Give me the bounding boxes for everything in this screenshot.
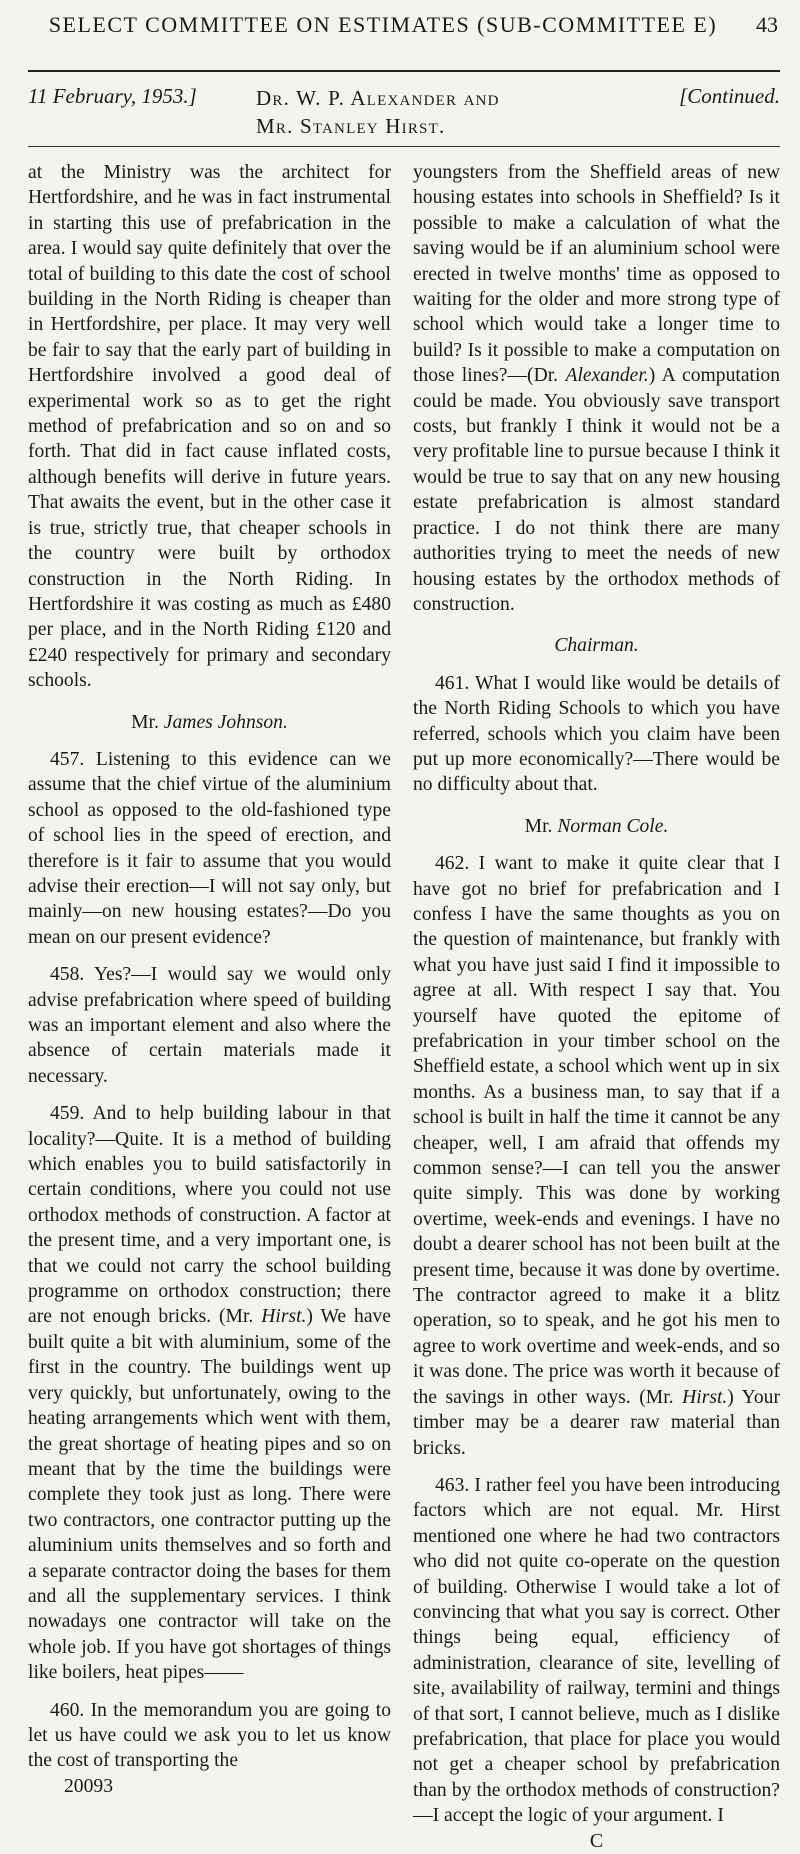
question-460: 460. In the memorandum you are going to let us have could we ask you to let us know the cost of transporting the	[28, 1699, 391, 1772]
speaker-title: Mr.	[524, 815, 553, 837]
speaker-title: Mr.	[131, 711, 159, 733]
question-459-part-b: ) We have built quite a bit with aluminium, some of the first in the country. The buildings went up very quickly, but unfortunately, owing to the heating arrangements which went with them, the great shortage of heating pipes and so on meant that by the time the buildings were complete they took just as long. There were two contractors, one contractor putting up the aluminium units themselves and so forth and a separate contractor doing the bases for them and all the supplementary services. I think nowadays one contractor will take on the whole job. If you have got shortages of things like boilers, heat pipes——	[28, 1306, 392, 1684]
speaker-heading-johnson	[28, 710, 391, 735]
witness-names	[256, 84, 596, 140]
print-code: 20093	[64, 1775, 113, 1797]
question-463: 463. I rather feel you have been introducing factors which are not equal. Mr. Hirst mentioned one where he had two contractors who did not quite co-operate on the question of building. Otherwise I would take a lot of convincing that what you say is correct. Other things being equal, efficiency of administration, clearance of site, levelling of site, availability of railway, termini and things of that sort, I cannot believe, much as I dislike prefabrication, that place for place you would not get a cheaper school by prefabrication than by the orthodox methods of construction?—I accept the logic of your argument. I	[413, 1474, 780, 1827]
speaker-heading-chairman: Chairman.	[554, 635, 639, 657]
signature-mark: C	[589, 1829, 604, 1852]
question-459-witness: Hirst.	[261, 1306, 307, 1328]
question-462-part-a: 462. I want to make it quite clear that I have got no brief for prefabrication and I confess I have the same thoughts as you on the question of maintenance, but frankly with what you have just said I find it impossible to agree at all. With respect I say that. You yourself have quoted the epitome of prefabrication in your timber school on the Sheffield estate, a school which went up in six months. As a business man, to say that if a school is built in half the time it cannot be any cheaper, well, I am afraid that offends my common sense?—I can tell you the answer quite simply. This was done by working overtime, week-ends and evenings. I have no doubt a dearer school has not been built at the present time, because it was done by overtime. The contractor agreed to make it a blitz operation, so to speak, and he got his men to agree to work overtime and week-ends, and so it was done. The price was worth it because of the savings in other ways. (Mr.	[413, 853, 780, 1408]
speaker-name: James Johnson.	[163, 711, 288, 733]
subheader-rule	[28, 146, 780, 147]
question-457: 457. Listening to this evidence can we assume that the chief virtue of the aluminium school as opposed to the old-fashioned type of school lies in the speed of erection, and therefore is it fair to assume that you would advise their erection—I will not say only, but mainly—on new housing estates?—Do you mean on our present evidence?	[28, 748, 391, 948]
question-462-part-b: ) Your timber may be a dearer raw material than bricks.	[413, 1386, 780, 1459]
question-459	[28, 1101, 391, 1685]
session-line	[28, 84, 780, 144]
continuation-witness: Alexander.	[565, 365, 649, 387]
continued-label: [Continued.	[679, 84, 780, 108]
page-number: 43	[756, 12, 778, 37]
question-458: 458. Yes?—I would say we would only advise prefabrication where speed of building was an important element and also where the absence of certain materials made it necessary.	[28, 964, 391, 1087]
continuation-part-a: youngsters from the Sheffield areas of new housing estates into schools in Sheffield? Is it possible to make a calculation of what the saving would be if an aluminium school were erected in twelve months' time as opposed to waiting for the older and more strong type of school which would take a longer time to build? Is it possible to make a computation on those lines?—(Dr.	[413, 162, 780, 387]
continuation-part-b: ) A computation could be made. You obviously save transport costs, but frankly I think it would not be a very profitable line to pursue because I think it would be true to say that on any new housing estate prefabrication is almost standard practice. I do not think there are many authorities trying to meet the needs of new housing estates by the orthodox methods of construction.	[413, 365, 780, 615]
question-461: 461. What I would like would be details of the North Riding Schools to which you have referred, schools which you claim have been put up more economically?—There would be no difficulty about that.	[413, 672, 780, 796]
paragraph-continuation: at the Ministry was the architect for Hertfordshire, and he was in fact instrumental in starting this use of prefabrication in the area. I would say quite definitely that over the total of building to this date the cost of school building in the North Riding is cheaper than in Hertfordshire, per place. It may very well be fair to say that the early part of building in Hertfordshire involved a good deal of experimental work so as to get the right method of prefabrication and so on and so forth. That did in fact cause inflated costs, although benefits will derive in future years. That awaits the event, but in the other case it is true, strictly true, that cheaper schools in the country were built by orthodox construction in the North Riding. In Hertfordshire it was costing as much as £480 per place, and in the North Riding £120 and £240 respectively for primary and secondary schools.	[28, 162, 391, 692]
speaker-heading-cole	[413, 814, 780, 839]
running-head	[28, 4, 778, 64]
right-column	[413, 160, 780, 1854]
witness-line-1: Dr. W. P. Alexander and	[256, 86, 500, 110]
paragraph-continuation-right	[413, 160, 780, 617]
left-column	[28, 160, 391, 1799]
question-462-witness: Hirst.	[682, 1386, 728, 1408]
running-title: SELECT COMMITTEE ON ESTIMATES (SUB-COMMITTEE E)	[48, 12, 718, 37]
session-date: 11 February, 1953.]	[28, 84, 197, 108]
witness-line-2: Mr. Stanley Hirst.	[256, 114, 446, 138]
question-462	[413, 851, 780, 1461]
header-rule	[28, 70, 780, 72]
speaker-name: Norman Cole.	[557, 815, 669, 837]
question-459-part-a: 459. And to help building labour in that locality?—Quite. It is a method of building which enables you to build satisfactorily in certain conditions, where you could not use orthodox methods of construction. A factor at the present time, and a very important one, is that we could not carry the school building programme on orthodox construction; there are not enough bricks. (Mr.	[28, 1103, 391, 1328]
